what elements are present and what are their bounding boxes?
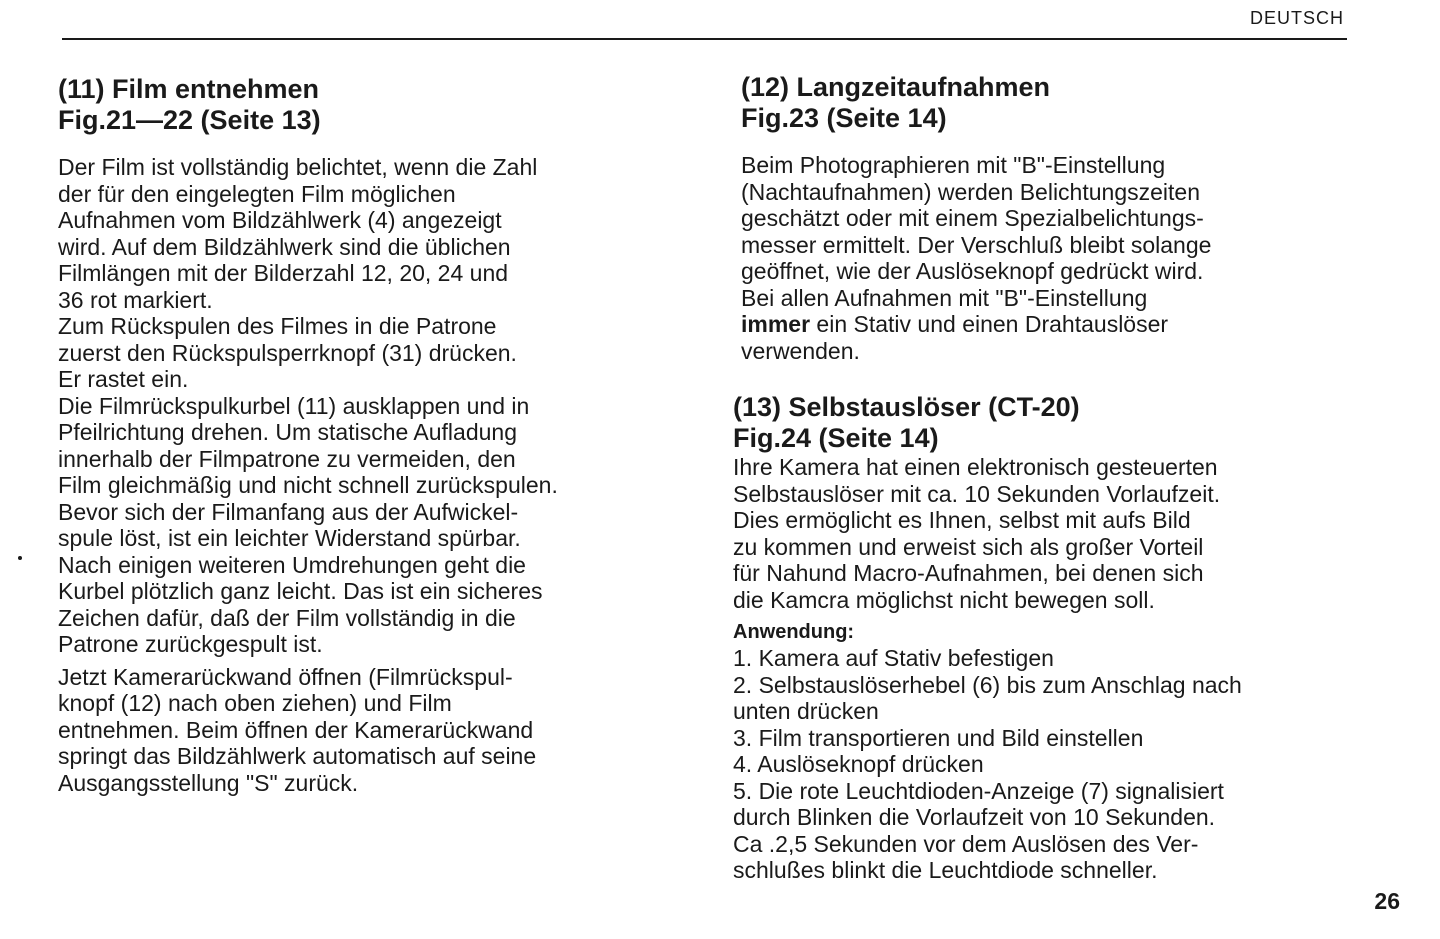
body-line: der für den eingelegten Film möglichen: [58, 180, 456, 207]
language-label: DEUTSCH: [1249, 8, 1344, 28]
usage-step: durch Blinken die Vorlaufzeit von 10 Sekunden.: [733, 804, 1216, 830]
body-line: Kurbel plötzlich ganz leicht. Das ist ein sicheres: [58, 578, 543, 604]
usage-step: 1. Kamera auf Stativ befestigen: [733, 645, 1054, 671]
body-line: Patrone zurückgespult ist.: [58, 631, 323, 657]
section-12-body: [733, 152, 1393, 311]
body-line: knopf (12) nach oben ziehen) und Film: [58, 690, 452, 716]
body-line: Jetzt Kamerarückwand öffnen (Filmrückspul-: [58, 663, 513, 690]
section-12-figref: Fig.23 (Seite 14): [741, 103, 947, 133]
header-rule: [62, 38, 1347, 40]
usage-step: 5. Die rote Leuchtdioden-Anzeige (7) signalisiert: [733, 777, 1224, 804]
body-line: geschätzt oder mit einem Spezialbelichtungs-: [741, 205, 1204, 231]
usage-step: 3. Film transportieren und Bild einstellen: [733, 724, 1144, 751]
body-line: Bevor sich der Filmanfang aus der Aufwickel-: [58, 498, 519, 525]
body-line: Aufnahmen vom Bildzählwerk (4) angezeigt: [58, 207, 502, 233]
section-11-body-a: [58, 154, 708, 658]
body-line: springt das Bildzählwerk automatisch auf seine: [58, 743, 537, 769]
body-line: geöffnet, wie der Auslöseknopf gedrückt wird.: [741, 258, 1204, 284]
section-12-emphasis-line: [733, 311, 1393, 338]
body-line: Beim Photographieren mit "B"-Einstellung: [741, 152, 1166, 178]
section-13-figref: Fig.24 (Seite 14): [733, 423, 939, 453]
section-13-body: [733, 454, 1393, 613]
stray-mark: [18, 556, 22, 560]
section-11-title: (11) Film entnehmen: [58, 74, 320, 104]
body-line: Film gleichmäßig und nicht schnell zurückspulen.: [58, 472, 558, 498]
body-line: Dies ermöglicht es Ihnen, selbst mit aufs Bild: [733, 507, 1191, 533]
section-11-figref: Fig.21—22 (Seite 13): [58, 105, 321, 135]
usage-step: unten drücken: [733, 698, 879, 724]
section-11-body-b: [58, 664, 708, 797]
body-line: Nach einigen weiteren Umdrehungen geht die: [58, 551, 526, 578]
usage-step: 4. Auslöseknopf drücken: [733, 751, 984, 777]
right-column: [733, 72, 1393, 884]
section-13-title: (13) Selbstauslöser (CT-20): [733, 392, 1080, 422]
body-line: Zum Rückspulen des Filmes in die Patrone: [58, 313, 497, 339]
usage-steps: [733, 645, 1393, 884]
section-12-title: (12) Langzeitaufnahmen: [741, 72, 1051, 102]
left-column: [58, 74, 708, 796]
usage-label: Anwendung:: [733, 621, 855, 643]
body-line: Bei allen Aufnahmen mit "B"-Einstellung: [741, 284, 1148, 311]
emphasis-rest: ein Stativ und einen Drahtauslöser: [810, 311, 1169, 337]
body-line: entnehmen. Beim öffnen der Kamerarückwand: [58, 716, 534, 743]
body-line: spule löst, ist ein leichter Widerstand spürbar.: [58, 525, 521, 551]
body-line: 36 rot markiert.: [58, 286, 213, 313]
body-line: Selbstauslöser mit ca. 10 Sekunden Vorlaufzeit.: [733, 480, 1221, 507]
body-line: wird. Auf dem Bildzählwerk sind die üblichen: [58, 233, 511, 260]
usage-step: Ca .2,5 Sekunden vor dem Auslösen des Ver-: [733, 830, 1199, 857]
body-line: die Kamcra möglichst nicht bewegen soll.: [733, 586, 1155, 613]
body-line: Pfeilrichtung drehen. Um statische Aufladung: [58, 419, 517, 445]
body-line: Die Filmrückspulkurbel (11) ausklappen und in: [58, 392, 530, 419]
body-line: für Nahund Macro-Aufnahmen, bei denen sich: [733, 560, 1204, 586]
body-line: Zeichen dafür, daß der Film vollständig in die: [58, 604, 516, 631]
section-12-last-line: verwenden.: [741, 337, 860, 364]
body-line: zuerst den Rückspulsperrknopf (31) drücken.: [58, 339, 517, 366]
page-number: 26: [1374, 888, 1400, 914]
body-line: innerhalb der Filmpatrone zu vermeiden, den: [58, 445, 516, 472]
emphasis-word: immer: [741, 311, 811, 337]
body-line: Der Film ist vollständig belichtet, wenn die Zahl: [58, 154, 538, 180]
body-line: (Nachtaufnahmen) werden Belichtungszeiten: [741, 178, 1200, 205]
body-line: Ausgangsstellung "S" zurück.: [58, 769, 359, 796]
body-line: zu kommen und erweist sich als großer Vorteil: [733, 533, 1204, 560]
body-line: Filmlängen mit der Bilderzahl 12, 20, 24 und: [58, 260, 509, 286]
usage-step: 2. Selbstauslöserhebel (6) bis zum Anschlag nach: [733, 671, 1242, 698]
body-line: Ihre Kamera hat einen elektronisch gesteuerten: [733, 454, 1218, 480]
body-line: Er rastet ein.: [58, 366, 189, 392]
body-line: messer ermittelt. Der Verschluß bleibt solange: [741, 231, 1212, 258]
usage-step: schlußes blinkt die Leuchtdiode schneller.: [733, 857, 1158, 883]
